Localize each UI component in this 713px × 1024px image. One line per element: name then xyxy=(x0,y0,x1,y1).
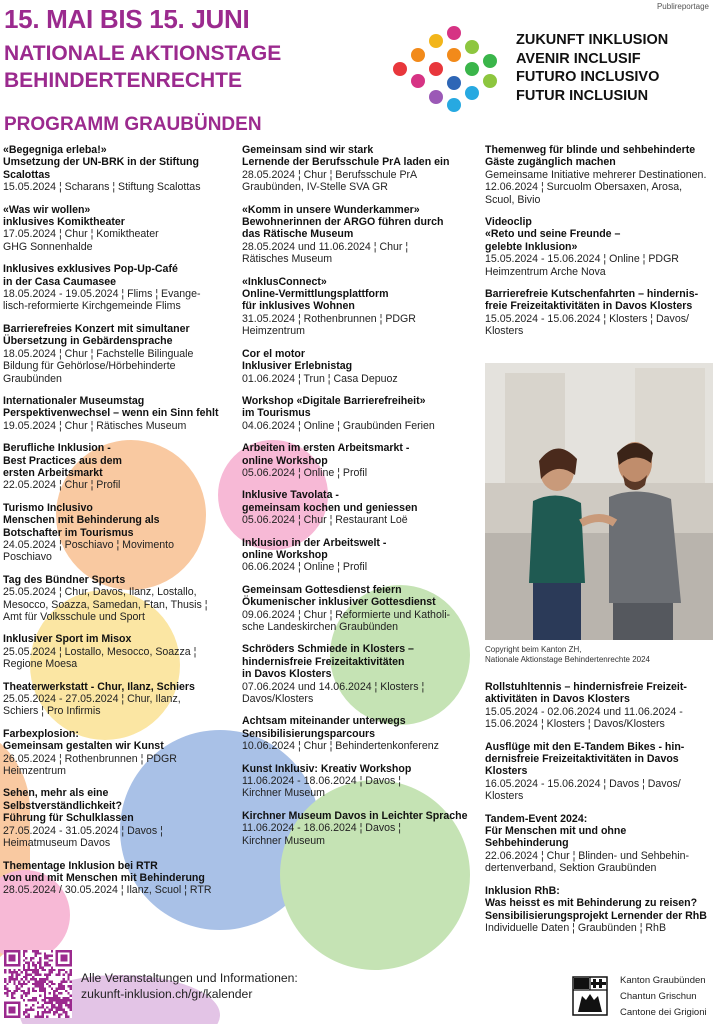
event-title: Themenweg für blinde und sehbehinderte Gäste zugänglich machen xyxy=(485,144,696,169)
photo-caption: Copyright beim Kanton ZH, Nationale Aktionstage Behindertenrechte 2024 xyxy=(485,645,651,664)
logo-line-fr: AVENIR INCLUSIF xyxy=(516,50,641,67)
col1-event-2 xyxy=(3,204,239,254)
logo-line-rm: FUTUR INCLUSIUN xyxy=(516,87,649,104)
col2-event-5 xyxy=(242,395,476,432)
event-details: 25.05.2024 ¦ Chur, Davos, Ilanz, Lostallo, Mesocco, Soazza, Samedan, Ftan, Thusis ¦ Amt für Volksschule und Sport xyxy=(3,586,208,623)
col1-event-12 xyxy=(3,787,239,849)
event-column-3-bottom xyxy=(485,681,713,944)
col2-event-8 xyxy=(242,537,476,574)
event-title: Tag des Bündner Sports xyxy=(3,573,126,586)
event-title: Workshop «Digitale Barrierefreiheit» im Tourismus xyxy=(242,394,426,420)
col1-event-6 xyxy=(3,442,239,492)
event-details: 10.06.2024 ¦ Chur ¦ Behindertenkonferenz xyxy=(242,740,439,753)
event-title: Inklusion RhB: Was heisst es mit Behinderung zu reisen? Sensibilisierungsprojekt Lernender der RhB xyxy=(485,884,707,922)
logo-line-it: FUTURO INCLUSIVO xyxy=(516,69,660,85)
event-details: 15.05.2024 - 02.06.2024 und 11.06.2024 - 15.06.2024 ¦ Klosters ¦ Davos/Klosters xyxy=(485,705,683,731)
event-title: Farbexplosion: Gemeinsam gestalten wir Kunst xyxy=(3,727,164,753)
event-details: 09.06.2024 ¦ Chur ¦ Reformierte und Katholi- sche Landeskirchen Graubünden xyxy=(242,608,451,633)
footer-info-link[interactable]: Alle Veranstaltungen und Informationen: zukunft-inklusion.ch/gr/kalender xyxy=(81,971,298,1001)
event-details: 19.05.2024 ¦ Chur ¦ Rätisches Museum xyxy=(3,419,187,432)
event-photo xyxy=(485,363,713,640)
event-title: Rollstuhltennis – hindernisfreie Freizeit- aktivitäten in Davos Klosters xyxy=(485,681,687,706)
publireportage-tag: Publireportage xyxy=(656,2,709,11)
qr-code-icon[interactable] xyxy=(4,950,72,1018)
col2-event-9 xyxy=(242,584,476,634)
event-details: Individuelle Daten ¦ Graubünden ¦ RhB xyxy=(485,921,667,934)
event-details: 24.05.2024 ¦ Poschiavo ¦ Movimento Poschiavo xyxy=(3,538,174,564)
col1-event-4 xyxy=(3,323,239,385)
event-title: Theaterwerkstatt - Chur, Ilanz, Schiers xyxy=(3,680,195,693)
page-subtitle xyxy=(4,40,281,94)
event-details: 05.06.2024 ¦ Online ¦ Profil xyxy=(242,466,368,479)
event-column-1 xyxy=(3,144,239,907)
event-title: Inklusives exklusives Pop-Up-Café in der Casa Caumasee xyxy=(3,263,178,288)
logo-dot xyxy=(393,62,407,76)
couple-dancing-photo-icon xyxy=(485,363,713,640)
logo-dot xyxy=(411,74,425,88)
event-column-2 xyxy=(242,144,476,857)
logo-line-de: ZUKUNFT INKLUSION xyxy=(516,32,669,48)
event-details: Gemeinsame Initiative mehrerer Destinationen. 12.06.2024 ¦ Surcuolm Obersaxen, Arosa, Scuol, Bivio xyxy=(485,168,707,206)
event-details: 25.05.2024 - 27.05.2024 ¦ Chur, Ilanz, Schiers ¦ Pro Infirmis xyxy=(3,693,181,718)
event-title: «InklusConnect» Online-Vermittlungsplattform für inklusives Wohnen xyxy=(242,275,389,313)
event-title: Turismo Inclusivo Menschen mit Behinderung als Botschafter im Tourismus xyxy=(3,501,160,539)
event-details: 05.06.2024 ¦ Chur ¦ Restaurant Loë xyxy=(242,514,408,527)
event-details: 18.05.2024 ¦ Chur ¦ Fachstelle Bilinguale Bildung für Gehörlose/Hörbehinderte Graubünden xyxy=(3,347,194,385)
logo-dot xyxy=(483,74,497,88)
col2-event-12 xyxy=(242,763,476,800)
logo-dot xyxy=(447,26,461,40)
event-details: 28.05.2024 und 11.06.2024 ¦ Chur ¦ Rätisches Museum xyxy=(242,240,409,266)
col2-event-6 xyxy=(242,442,476,479)
event-details: 25.05.2024 ¦ Lostallo, Mesocco, Soazza ¦ Regione Moesa xyxy=(3,645,197,671)
event-title: Barrierefreies Konzert mit simultaner Übersetzung in Gebärdensprache xyxy=(3,322,190,348)
event-details: 22.05.2024 ¦ Chur ¦ Profil xyxy=(3,479,121,492)
event-details: 27.05.2024 - 31.05.2024 ¦ Davos ¦ Heimatmuseum Davos xyxy=(3,824,163,850)
col1-event-9 xyxy=(3,633,239,670)
col3b-event-4 xyxy=(485,885,713,935)
event-details: 01.06.2024 ¦ Trun ¦ Casa Depuoz xyxy=(242,372,398,385)
col3-event-2 xyxy=(485,216,713,278)
col2-event-2 xyxy=(242,204,476,266)
event-details: 17.05.2024 ¦ Chur ¦ Komiktheater GHG Sonnenhalde xyxy=(3,228,159,253)
logo-dot xyxy=(411,48,425,62)
event-title: Gemeinsam Gottesdienst feiern Ökumenischer inklusiver Gottesdienst xyxy=(242,583,436,609)
event-details: 11.06.2024 - 18.06.2024 ¦ Davos ¦ Kirchner Museum xyxy=(242,775,402,800)
event-details: 26.05.2024 ¦ Rothenbrunnen ¦ PDGR Heimzentrum xyxy=(3,752,177,778)
event-details: 31.05.2024 ¦ Rothenbrunnen ¦ PDGR Heimzentrum xyxy=(242,312,416,338)
event-title: Cor el motor Inklusiver Erlebnistag xyxy=(242,347,353,373)
event-details: 18.05.2024 - 19.05.2024 ¦ Flims ¦ Evange- lisch-reformierte Kirchgemeinde Flims xyxy=(3,288,201,313)
event-title: Internationaler Museumstag Perspektivenwechsel – wenn ein Sinn fehlt xyxy=(3,394,219,420)
kanton-graubuenden-coat-of-arms-icon xyxy=(572,976,608,1016)
event-title: Kirchner Museum Davos in Leichter Sprache xyxy=(242,809,468,822)
event-details: 04.06.2024 ¦ Online ¦ Graubünden Ferien xyxy=(242,419,435,432)
event-details: 06.06.2024 ¦ Online ¦ Profil xyxy=(242,561,368,574)
event-title: Gemeinsam sind wir stark Lernende der Berufsschule PrA laden ein xyxy=(242,144,450,169)
col1-event-1 xyxy=(3,144,239,194)
event-details: 07.06.2024 und 14.06.2024 ¦ Klosters ¦ Davos/Klosters xyxy=(242,680,425,706)
event-title: Inklusiver Sport im Misox xyxy=(3,633,132,646)
event-title: Achtsam miteinander unterwegs Sensibilisierungsparcours xyxy=(242,715,406,740)
col3-event-1 xyxy=(485,144,713,206)
col2-event-3 xyxy=(242,276,476,338)
event-title: Inklusion in der Arbeitswelt - online Workshop xyxy=(242,536,387,561)
event-details: 15.05.2024 - 15.06.2024 ¦ Klosters ¦ Davos/ Klosters xyxy=(485,312,689,338)
col2-event-7 xyxy=(242,489,476,526)
event-title: Videoclip «Reto und seine Freunde – gelebte Inklusion» xyxy=(485,216,621,253)
logo-dot xyxy=(429,62,443,76)
event-title: «Begegniga erleba!» Umsetzung der UN-BRK in der Stiftung Scalottas xyxy=(3,144,199,181)
event-column-3-top xyxy=(485,144,713,348)
event-details: 15.05.2024 ¦ Scharans ¦ Stiftung Scalottas xyxy=(3,181,201,194)
event-details: 22.06.2024 ¦ Chur ¦ Blinden- und Sehbehin- dertenverband, Sektion Graubünden xyxy=(485,849,689,875)
event-details: 16.05.2024 - 15.06.2024 ¦ Davos ¦ Davos/ Klosters xyxy=(485,777,681,803)
col3b-event-2 xyxy=(485,741,713,803)
col1-event-3 xyxy=(3,263,239,313)
subtitle-line-2: BEHINDERTENRECHTE xyxy=(4,69,243,92)
event-title: Tandem-Event 2024: Für Menschen mit und ohne Sehbehinderung xyxy=(485,812,627,850)
zukunft-inklusion-logo-icon xyxy=(388,25,504,115)
event-title: «Was wir wollen» inklusives Komiktheater xyxy=(3,203,125,229)
logo-dot xyxy=(465,40,479,54)
logo-dot xyxy=(483,54,497,68)
logo-wordmark xyxy=(516,31,668,105)
header xyxy=(0,0,713,140)
event-title: Inklusive Tavolata - gemeinsam kochen und geniessen xyxy=(242,489,418,514)
event-details: 15.05.2024 - 15.06.2024 ¦ Online ¦ PDGR Heimzentrum Arche Nova xyxy=(485,253,679,278)
event-title: Sehen, mehr als eine Selbstverständlichkeit? Führung für Schulklassen xyxy=(3,787,134,825)
event-details: 28.05.2024 / 30.05.2024 ¦ Ilanz, Scuol ¦ RTR xyxy=(3,884,212,897)
logo-dot xyxy=(465,62,479,76)
kanton-name: Kanton Graubünden Chantun Grischun Cantone dei Grigioni xyxy=(620,975,707,1018)
event-details: 11.06.2024 - 18.06.2024 ¦ Davos ¦ Kirchner Museum xyxy=(242,822,402,847)
col2-event-11 xyxy=(242,715,476,752)
logo-dot xyxy=(447,98,461,112)
subtitle-line-1: NATIONALE AKTIONSTAGE xyxy=(4,42,282,65)
col1-event-5 xyxy=(3,395,239,432)
col3b-event-1 xyxy=(485,681,713,731)
event-title: Ausflüge mit den E-Tandem Bikes - hin- dernisfreie Freizeitaktivitäten in Davos Klosters xyxy=(485,740,685,778)
logo-dot xyxy=(429,90,443,104)
event-title: Arbeiten im ersten Arbeitsmarkt - online Workshop xyxy=(242,442,410,467)
logo-dot xyxy=(447,48,461,62)
event-title: Berufliche Inklusion - Best Practices aus dem ersten Arbeitsmarkt xyxy=(3,442,122,479)
event-title: Thementage Inklusion bei RTR von und mit Menschen mit Behinderung xyxy=(3,859,205,884)
col2-event-10 xyxy=(242,643,476,705)
program-heading: PROGRAMM GRAUBÜNDEN xyxy=(4,114,262,135)
col2-event-4 xyxy=(242,348,476,385)
event-title: Schröders Schmiede in Klosters – hindernisfreie Freizeitaktivitäten in Davos Klosters xyxy=(242,643,414,681)
col1-event-11 xyxy=(3,728,239,778)
col3b-event-3 xyxy=(485,813,713,875)
event-title: Barrierefreie Kutschenfahrten – hindernis- freie Freizeitaktivitäten in Davos Klosters xyxy=(485,288,699,313)
logo-dot xyxy=(447,76,461,90)
col1-event-10 xyxy=(3,681,239,718)
page-title-date: 15. MAI BIS 15. JUNI xyxy=(4,4,250,34)
event-title: Kunst Inklusiv: Kreativ Workshop xyxy=(242,762,412,775)
col3-event-3 xyxy=(485,288,713,338)
col1-event-7 xyxy=(3,502,239,564)
col1-event-8 xyxy=(3,574,239,624)
col2-event-13 xyxy=(242,810,476,847)
event-details: 28.05.2024 ¦ Chur ¦ Berufsschule PrA Graubünden, IV-Stelle SVA GR xyxy=(242,168,418,194)
event-title: «Komm in unsere Wunderkammer» Bewohnerinnen der ARGO führen durch das Rätische Museum xyxy=(242,203,444,241)
col2-event-1 xyxy=(242,144,476,194)
col1-event-13 xyxy=(3,860,239,897)
logo-dot xyxy=(465,86,479,100)
logo-dot xyxy=(429,34,443,48)
